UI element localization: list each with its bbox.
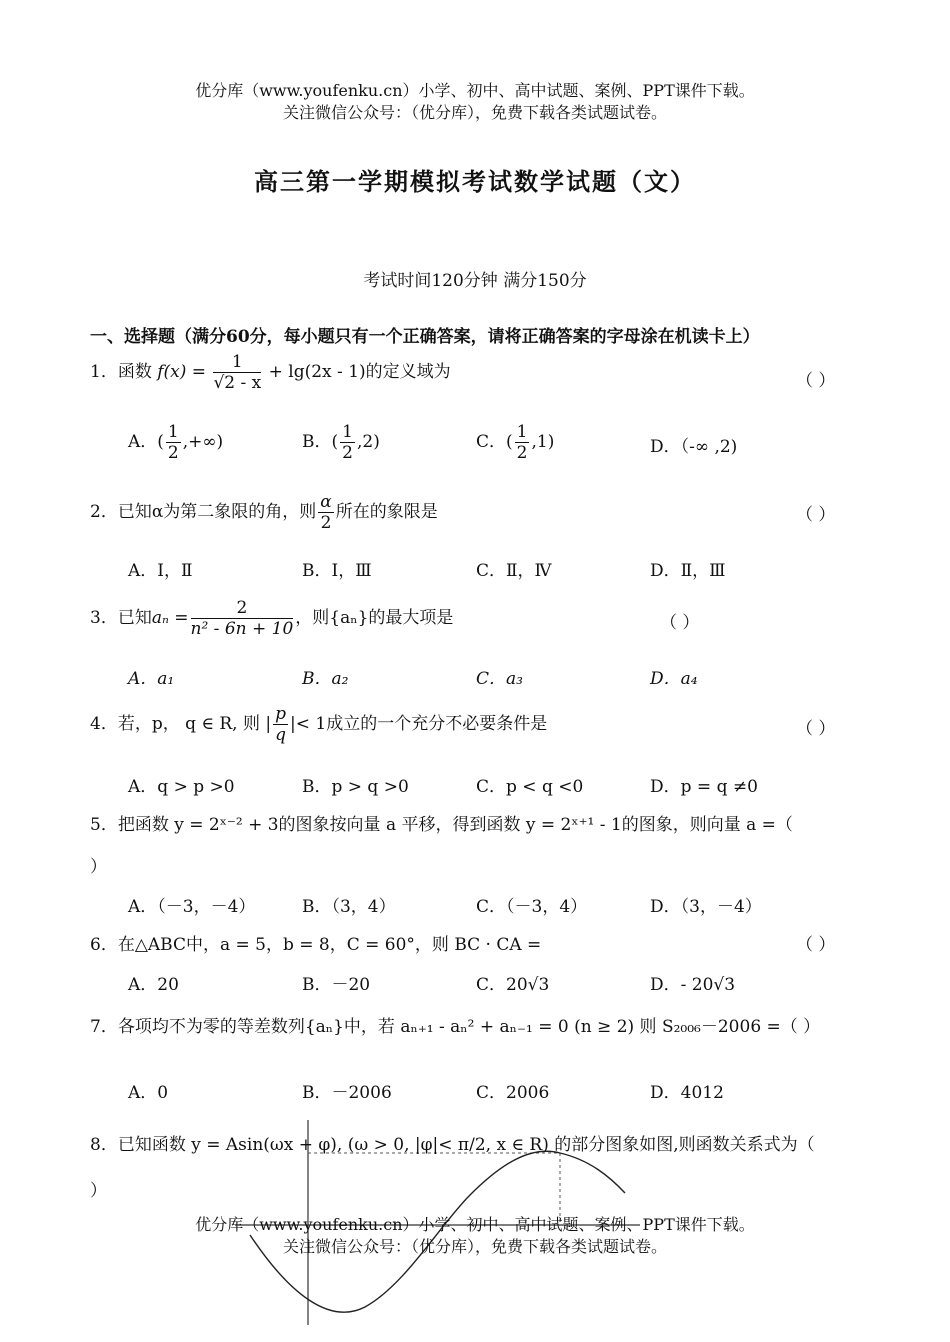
q3-option-c[interactable]: C．a₃ (476, 669, 523, 689)
q4-tail: |< 1成立的一个充分不必要条件是 (290, 714, 548, 734)
q2-fraction (318, 492, 333, 533)
q1-num: 1 (213, 352, 261, 373)
q4-paren: （ ） (796, 719, 836, 739)
q7-option-b[interactable]: B．－2006 (302, 1083, 392, 1103)
q3-paren: （ ） (660, 613, 700, 633)
question-4 (90, 704, 547, 745)
q1-a-open: ( (157, 432, 164, 452)
q5-option-d[interactable]: D．（3，－4） (650, 897, 762, 917)
q4-den: q (275, 725, 287, 745)
q1-paren: （ ） (796, 371, 836, 391)
question-7: 7．各项均不为零的等差数列{aₙ}中，若 aₙ₊₁ - aₙ² + aₙ₋₁ = 0 (n ≥ 2) 则 S₂₀₀₆－2006 =（ ） (90, 1017, 821, 1037)
q3-option-d[interactable]: D．a₄ (650, 669, 698, 689)
question-3 (90, 598, 453, 639)
q4-fraction (273, 704, 288, 745)
q2-tail: 所在的象限是 (335, 502, 438, 522)
q1-c-open: ( (506, 432, 513, 452)
q1-den: √2 - x (213, 373, 262, 393)
q1-pre: 函数 (117, 362, 152, 382)
page-title: 高三第一学期模拟考试数学试题（文） (254, 167, 696, 196)
section-heading (90, 322, 760, 347)
q6-option-a[interactable]: A．20 (128, 975, 179, 995)
q1-post: + lg(2x - 1)的定义域为 (268, 362, 451, 382)
q2-text: 2．已知α为第二象限的角，则 (90, 502, 317, 522)
q1-b-tail: ,2) (356, 432, 380, 452)
q6-option-c[interactable]: C．20√3 (476, 975, 550, 995)
q6-option-d[interactable]: D．- 20√3 (650, 975, 736, 995)
q3-fraction (191, 598, 294, 639)
q3-den: n² - 6n + 10 (190, 619, 294, 639)
q2-option-d[interactable]: D．Ⅱ，Ⅲ (650, 561, 726, 581)
q6-option-b[interactable]: B．－20 (302, 975, 371, 995)
question-2 (90, 492, 438, 533)
q1-c-n: 1 (516, 422, 528, 442)
q4-option-b[interactable]: B．p > q >0 (302, 777, 409, 797)
q1-c-frac (515, 422, 530, 463)
q5-option-a[interactable]: A．（－3，－4） (128, 897, 256, 917)
q4-option-d[interactable]: D．p = q ≠0 (650, 777, 758, 797)
q3-option-a[interactable]: A．a₁ (128, 669, 175, 689)
q2-option-a[interactable]: A．Ⅰ，Ⅱ (128, 561, 193, 581)
q1-a-tail: ,+∞) (182, 432, 224, 452)
q1-option-a[interactable] (128, 422, 223, 463)
q2-option-b[interactable]: B．Ⅰ，Ⅲ (302, 561, 372, 581)
q2-den: 2 (320, 513, 332, 533)
q1-b-open: ( (331, 432, 339, 452)
q7-option-a[interactable]: A．0 (128, 1083, 169, 1103)
header-line-1: 优分库（www.youfenku.cn）小学、初中、高中试题、案例、PPT课件下载。 (195, 81, 755, 100)
q1-a-n: 1 (167, 422, 179, 442)
q1-a-frac (166, 422, 181, 463)
q1-a-d: 2 (167, 443, 179, 463)
q2-option-c[interactable]: C．Ⅱ，Ⅳ (476, 561, 552, 581)
q2-paren: （ ） (796, 505, 836, 525)
q5-continuation: ） (90, 857, 107, 877)
header-line-2: 关注微信公众号：（优分库），免费下载各类试题试卷。 (282, 103, 667, 122)
q6-paren: （ ） (796, 935, 836, 955)
q1-number: 1． (90, 362, 118, 382)
q8-continuation: ） (90, 1181, 107, 1201)
q1-b-frac (340, 422, 355, 463)
q7-option-c[interactable]: C．2006 (476, 1083, 550, 1103)
question-8: 8．已知函数 y = Asin(ωx + φ), (ω > 0, |φ|< π/2, x ∈ R) 的部分图象如图,则函数关系式为（ (90, 1135, 815, 1155)
q1-f: f(x) = (157, 362, 207, 382)
q7-option-d[interactable]: D．4012 (650, 1083, 724, 1103)
q1-fraction (213, 352, 261, 393)
section-heading-text: 一、选择题（满分60分，每小题只有一个正确答案，请将正确答案的字母涂在机读卡上） (90, 327, 760, 347)
q1-option-d[interactable]: D．（-∞ ,2) (650, 437, 738, 457)
footer-line-1: 优分库（www.youfenku.cn）小学、初中、高中试题、案例、PPT课件下载。 (195, 1215, 755, 1234)
question-5: 5．把函数 y = 2ˣ⁻² + 3的图象按向量 a 平移，得到函数 y = 2ˣ⁺¹ - 1的图象，则向量 a =（ (90, 815, 793, 835)
q5-option-b[interactable]: B．（3，4） (302, 897, 396, 917)
q1-a-label: A． (128, 432, 158, 452)
q3-an: aₙ = (151, 608, 189, 628)
question-6: 6．在△ABC中，a = 5，b = 8，C = 60°，则 BC · CA = (90, 935, 542, 955)
q4-text: 4．若，p， q ∈ R, 则 | (90, 714, 272, 734)
q1-c-d: 2 (516, 443, 528, 463)
q5-option-c[interactable]: C．（－3，4） (476, 897, 588, 917)
q4-num: p (275, 704, 287, 724)
q3-num: 2 (191, 598, 294, 619)
exam-info: 考试时间120分钟 满分150分 (363, 271, 587, 291)
q3-tail: ，则{aₙ}的最大项是 (295, 608, 454, 628)
q1-b-n: 1 (342, 422, 353, 442)
q1-option-b[interactable] (302, 422, 380, 463)
q1-c-tail: ,1) (531, 432, 555, 452)
q1-b-d: 2 (342, 443, 353, 463)
q2-num: α (320, 492, 332, 512)
q1-c-label: C． (476, 432, 507, 452)
q3-text: 3．已知 (90, 608, 152, 628)
q3-option-b[interactable]: B．a₂ (302, 669, 349, 689)
question-1 (90, 352, 451, 393)
q4-option-c[interactable]: C．p < q <0 (476, 777, 584, 797)
footer-line-2: 关注微信公众号：（优分库），免费下载各类试题试卷。 (282, 1237, 667, 1256)
q4-option-a[interactable]: A．q > p >0 (128, 777, 235, 797)
q1-option-c[interactable] (476, 422, 554, 463)
q1-b-label: B． (302, 432, 332, 452)
